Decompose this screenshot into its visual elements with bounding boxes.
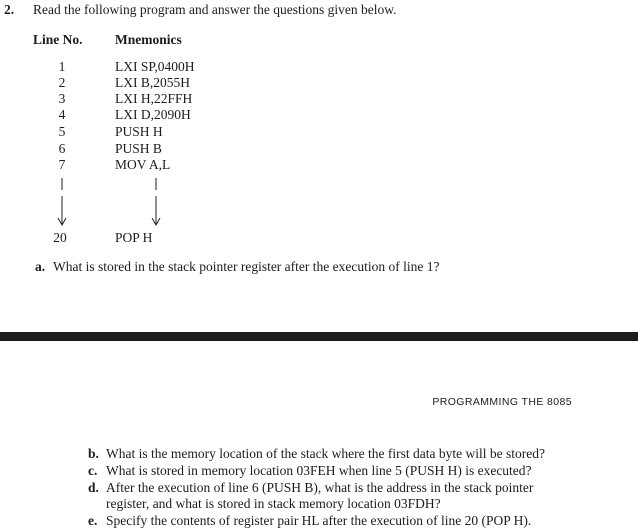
sub-question-label-e: e. — [88, 513, 98, 528]
mnemonic: LXI H,22FFH — [115, 91, 193, 106]
sub-question-text-e: Specify the contents of register pair HL after the execution of line 20 (POP H). — [106, 513, 532, 528]
question-number: 2. — [4, 2, 15, 17]
mnemonic: LXI SP,0400H — [115, 59, 195, 74]
column-header-mnemonics: Mnemonics — [115, 32, 182, 47]
mnemonic: LXI B,2055H — [115, 75, 190, 90]
sub-question-label-c: c. — [88, 463, 98, 478]
column-header-line-no: Line No. — [33, 32, 83, 47]
mnemonic: PUSH B — [115, 141, 162, 156]
running-head: PROGRAMMING THE 8085 — [432, 396, 572, 408]
sub-question-text-d-line-1: After the execution of line 6 (PUSH B), what is the address in the stack pointer — [106, 480, 534, 495]
line-number: 20 — [53, 230, 67, 245]
sub-question-text-a: What is stored in the stack pointer register after the execution of line 1? — [53, 259, 440, 274]
sub-question-label-b: b. — [88, 446, 99, 461]
line-number: 7 — [58, 157, 66, 172]
line-number: 6 — [58, 141, 66, 156]
line-number: 1 — [58, 59, 66, 74]
line-number: 4 — [58, 107, 66, 122]
question-prompt: Read the following program and answer the questions given below. — [33, 2, 397, 17]
mnemonic: POP H — [115, 230, 153, 245]
mnemonic: PUSH H — [115, 124, 163, 139]
sub-question-text-b: What is the memory location of the stack where the first data byte will be stored? — [106, 446, 545, 461]
line-number: 5 — [58, 124, 66, 139]
mnemonic-continuation-arrow — [150, 176, 162, 228]
line-number: 2 — [58, 75, 66, 90]
sub-question-label-a: a. — [35, 259, 46, 274]
sub-question-text-c: What is stored in memory location 03FEH when line 5 (PUSH H) is executed? — [106, 463, 532, 478]
mnemonic: MOV A,L — [115, 157, 171, 172]
sub-question-text-d-line-2: register, and what is stored in stack memory location 03FDH? — [106, 496, 441, 511]
line-number: 3 — [58, 91, 66, 106]
line-number-continuation-arrow — [56, 176, 68, 228]
mnemonic: LXI D,2090H — [115, 107, 191, 122]
page-divider — [0, 332, 638, 341]
sub-question-label-d: d. — [88, 480, 99, 495]
